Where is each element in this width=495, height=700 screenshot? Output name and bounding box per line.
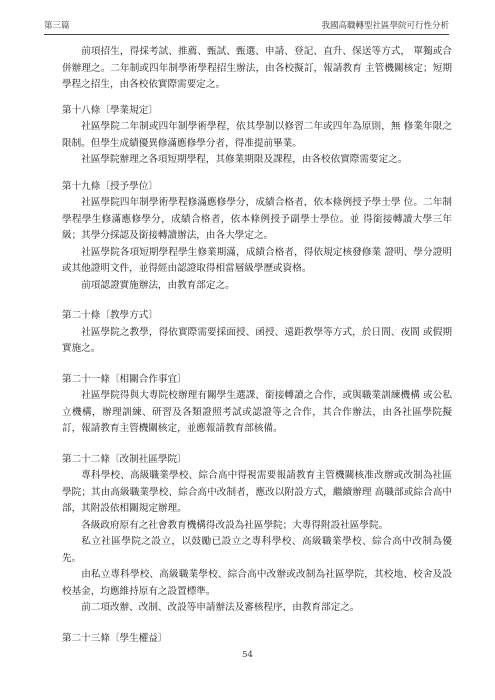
article-heading: 第二十三條〔學生權益〕 bbox=[62, 632, 168, 644]
article-heading: 第二十二條〔改制社區學院〕 bbox=[62, 453, 187, 465]
paragraph: 社區學院各項短期學程學生修業期滿，成績合格者，得依規定核發修業 證明、學分證明或其他證明文件，並得經由認證取得相當層級學歷或資格。 bbox=[62, 246, 452, 274]
paragraph: 社區學院之教學，得依實際需要採面授、函授、遠距教學等方式，於日間、夜間 或假期實施之。 bbox=[62, 326, 452, 354]
header-section-label: 第三篇 bbox=[44, 21, 70, 31]
header-document-title: 我國高職轉型社區學院可行性分析 bbox=[321, 21, 449, 31]
article-heading: 第十八條〔學業規定〕 bbox=[62, 104, 158, 116]
paragraph: 社區學院四年制學術學程修滿應修學分，成績合格者，依本條例授予學士學 位。二年制學程學生修滿應修學分，成績合格者，依本條例授予副學士學位。並 得銜接轉讀大學三年級；其學分採認及銜接轉讀辦法，由各大學定之。 bbox=[62, 197, 452, 241]
page-header bbox=[44, 18, 449, 35]
document-body bbox=[62, 44, 452, 647]
paragraph: 前二項改辦、改制、改設等申請辦法及審核程序，由教育部定之。 bbox=[81, 602, 360, 613]
paragraph: 社區學院得與大專院校辦理有關學生選課、銜接轉讀之合作，或與職業訓練機構 或公私立機構，辦理訓練、研習及各類證照考試或認證等之合作，其合作辦法，由各社區學院擬訂，報請教育主管機關核定，並應報請教育部核備。 bbox=[62, 390, 452, 434]
paragraph: 私立社區學院之設立，以鼓勵已設立之專科學校、高級職業學校、綜合高中改制為優先。 bbox=[62, 536, 452, 564]
page-number: 54 bbox=[242, 650, 253, 660]
article-heading: 第十九條〔授予學位〕 bbox=[62, 180, 158, 192]
paragraph: 由私立專科學校、高級職業學校、綜合高中改辦或改制為社區學院，其校地、校舍及設校基金，均應維持原有之設置標準。 bbox=[62, 569, 452, 597]
article-heading: 第二十條〔教學方式〕 bbox=[62, 310, 158, 321]
paragraph: 前項認證實施辦法，由教育部定之。 bbox=[81, 279, 235, 291]
article-heading: 第二十一條〔相關合作事宜〕 bbox=[62, 373, 187, 385]
paragraph: 各級政府原有之社會教育機構得改設為社區學院；大專得附設社區學院。 bbox=[81, 519, 389, 531]
paragraph: 社區學院二年制或四年制學術學程，依其學制以修習二年或四年為原則，無 修業年限之限制。但學生成績優異修滿應修學分者，得准提前畢業。 bbox=[62, 121, 452, 149]
paragraph: 前項招生，得採考試、推薦、甄試、甄選、申請、登記、直升、保送等方式， 單獨或合併辦理之。二年制或四年制學術學程招生辦法，由各校擬訂，報請教育 主管機關核定；短期學程之招生，由各校依實際需要定之。 bbox=[62, 46, 452, 90]
paragraph: 社區學院辦理之各項短期學程，其修業期限及課程，由各校依實際需要定之。 bbox=[81, 154, 408, 165]
paragraph: 專科學校、高級職業學校、綜合高中得視需要報請教育主管機關核准改辦或改制為社區學院；其由高級職業學校、綜合高中改制者，應改以附設方式，繼續辦理 高職部或綜合高中部，其附設依相關規定辦理。 bbox=[62, 470, 452, 514]
